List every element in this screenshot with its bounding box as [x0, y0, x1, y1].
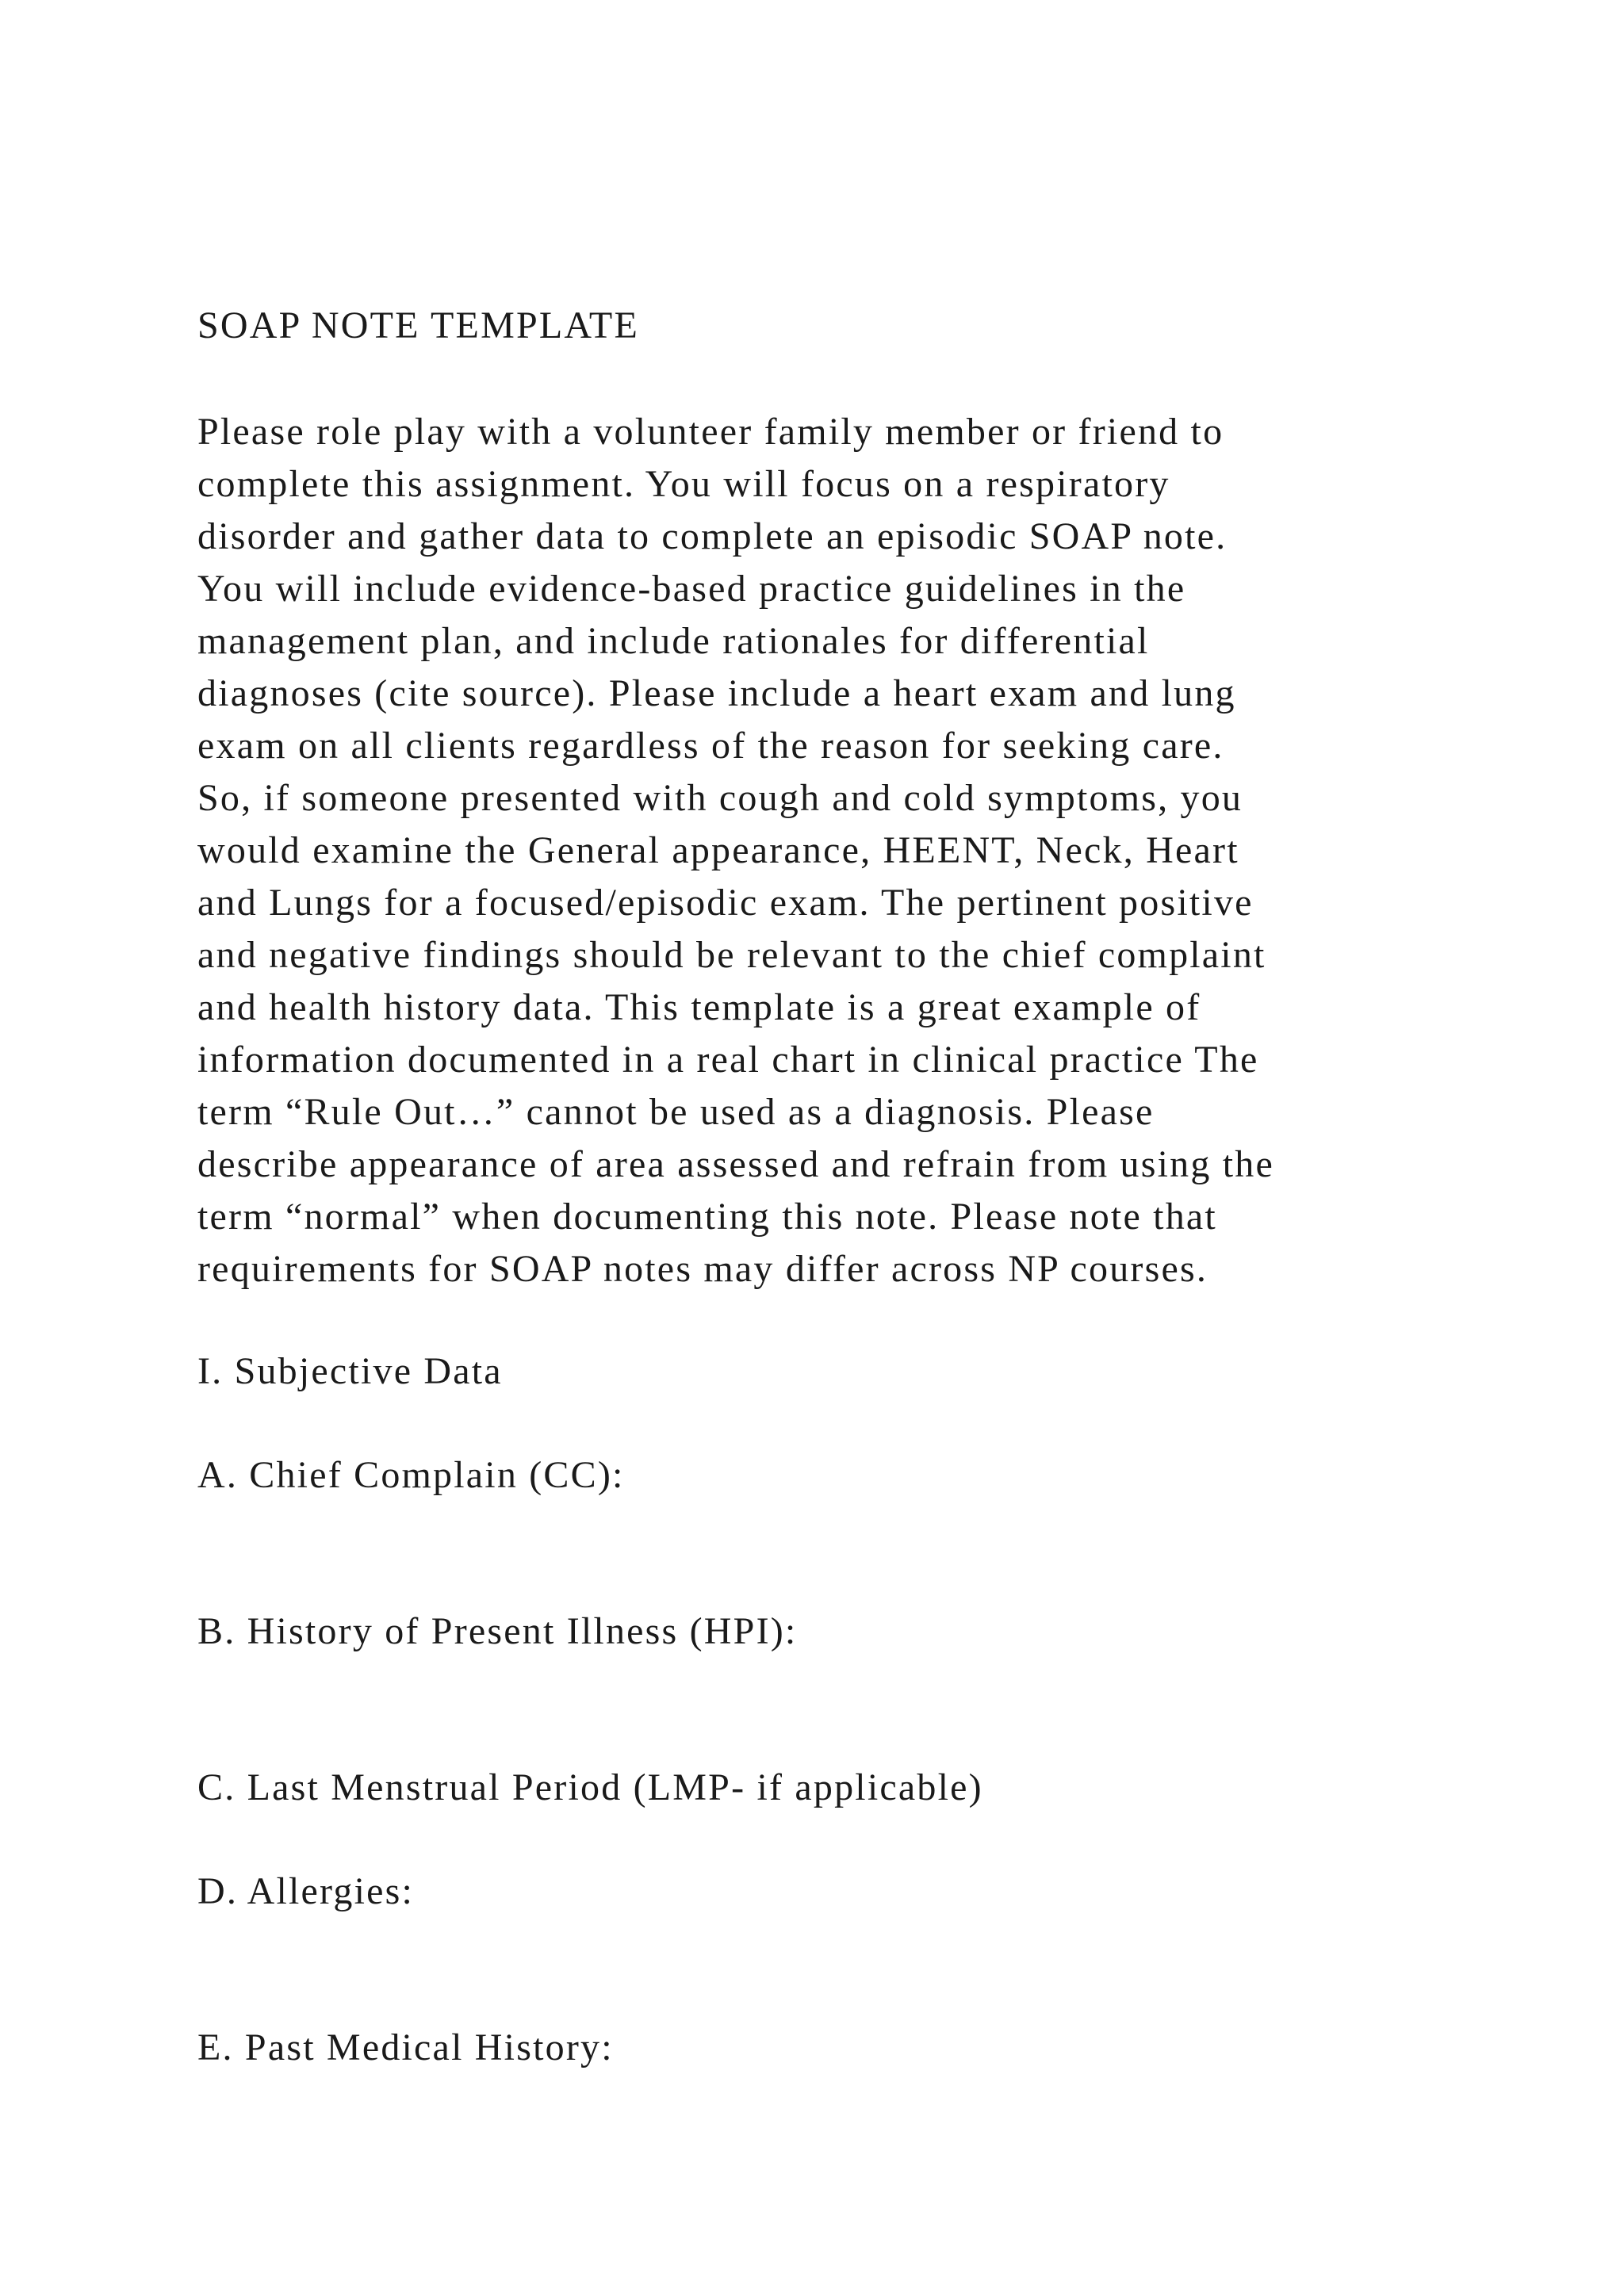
intro-line: management plan, and include rationales for differential — [197, 620, 1150, 662]
intro-line: So, if someone presented with cough and cold symptoms, you — [197, 777, 1243, 819]
intro-line: You will include evidence-based practice guidelines in the — [197, 568, 1186, 610]
section-subjective-heading: I. Subjective Data — [197, 1350, 503, 1392]
intro-line: would examine the General appearance, HEENT, Neck, Heart — [197, 829, 1239, 871]
intro-line: and Lungs for a focused/episodic exam. The pertinent positive — [197, 882, 1254, 924]
item-allergies: D. Allergies: — [197, 1870, 415, 1912]
intro-line: Please role play with a volunteer family member or friend to — [197, 411, 1224, 453]
item-history-present-illness: B. History of Present Illness (HPI): — [197, 1610, 798, 1652]
intro-line: and negative findings should be relevant to the chief complaint — [197, 934, 1266, 976]
intro-line: diagnoses (cite source). Please include a heart exam and lung — [197, 672, 1236, 714]
item-last-menstrual-period: C. Last Menstrual Period (LMP- if applicable) — [197, 1766, 983, 1808]
document-title: SOAP NOTE TEMPLATE — [197, 304, 639, 346]
item-chief-complaint: A. Chief Complain (CC): — [197, 1454, 625, 1496]
intro-line: disorder and gather data to complete an episodic SOAP note. — [197, 515, 1228, 557]
intro-paragraph — [197, 406, 1274, 1295]
item-past-medical-history: E. Past Medical History: — [197, 2026, 614, 2068]
intro-line: term “Rule Out…” cannot be used as a diagnosis. Please — [197, 1091, 1155, 1133]
intro-line: complete this assignment. You will focus on a respiratory — [197, 463, 1170, 505]
intro-line: information documented in a real chart in clinical practice The — [197, 1039, 1259, 1081]
intro-line: requirements for SOAP notes may differ across NP courses. — [197, 1248, 1208, 1290]
intro-line: and health history data. This template is a great example of — [197, 986, 1201, 1028]
intro-line: exam on all clients regardless of the reason for seeking care. — [197, 725, 1224, 767]
intro-line: term “normal” when documenting this note. Please note that — [197, 1196, 1217, 1238]
intro-line: describe appearance of area assessed and refrain from using the — [197, 1143, 1275, 1185]
